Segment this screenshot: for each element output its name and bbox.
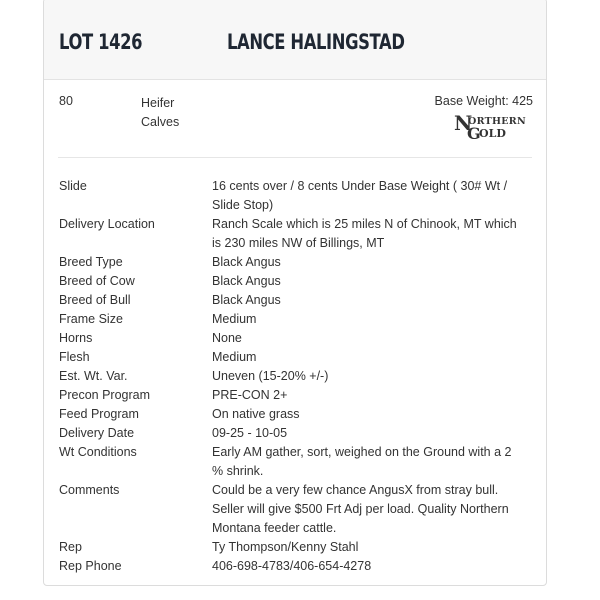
detail-value: On native grass [212, 407, 300, 421]
detail-row [44, 386, 546, 405]
detail-label: Rep Phone [59, 559, 122, 573]
detail-value: Medium [212, 350, 257, 364]
head-count: 80 [59, 94, 73, 108]
detail-label: Slide [59, 179, 87, 193]
detail-row [44, 253, 546, 272]
detail-row [44, 291, 546, 310]
detail-row [44, 405, 546, 424]
detail-label: Frame Size [59, 312, 123, 326]
northern-gold-logo [454, 112, 532, 140]
detail-label: Breed Type [59, 255, 123, 269]
detail-row [44, 348, 546, 367]
detail-label: Wt Conditions [59, 445, 137, 459]
cattle-description: Heifer Calves [141, 96, 180, 129]
detail-value: 406-698-4783/406-654-4278 [212, 559, 372, 573]
detail-label: Precon Program [59, 388, 151, 402]
section-divider [58, 157, 532, 158]
lot-summary [44, 79, 546, 157]
consignor-name: LANCE HALINGSTAD [227, 30, 405, 54]
detail-value: Ranch Scale which is 25 miles N of Chinook, MT which is 230 miles NW of Billings, MT [212, 217, 517, 250]
svg-text:ORTHERN: ORTHERN [468, 116, 526, 127]
detail-row [44, 557, 546, 576]
lot-details [44, 177, 546, 576]
detail-row [44, 481, 546, 538]
detail-label: Comments [59, 483, 120, 497]
detail-value: Early AM gather, sort, weighed on the Ground with a 2 % shrink. [212, 445, 512, 478]
detail-row [44, 272, 546, 291]
detail-value: Black Angus [212, 293, 281, 307]
detail-row [44, 215, 546, 253]
detail-label: Breed of Cow [59, 274, 135, 288]
detail-row [44, 367, 546, 386]
detail-value: PRE-CON 2+ [212, 388, 288, 402]
detail-label: Delivery Location [59, 217, 155, 231]
detail-value: 09-25 - 10-05 [212, 426, 288, 440]
detail-value: None [212, 331, 242, 345]
base-weight: Base Weight: 425 [434, 94, 533, 108]
detail-row [44, 177, 546, 215]
svg-text:G: G [467, 124, 481, 140]
lot-number: LOT 1426 [59, 30, 143, 54]
detail-row [44, 329, 546, 348]
detail-value: Ty Thompson/Kenny Stahl [212, 540, 359, 554]
detail-label: Feed Program [59, 407, 139, 421]
detail-value: Black Angus [212, 255, 281, 269]
svg-text:N: N [454, 112, 473, 135]
detail-label: Delivery Date [59, 426, 135, 440]
lot-card [43, 0, 547, 586]
detail-row [44, 443, 546, 481]
detail-value: 16 cents over / 8 cents Under Base Weight ( 30# Wt / Slide Stop) [212, 179, 508, 212]
detail-row [44, 424, 546, 443]
svg-text:OLD: OLD [479, 127, 506, 140]
detail-value: Medium [212, 312, 257, 326]
detail-value: Uneven (15-20% +/-) [212, 369, 329, 383]
detail-row [44, 538, 546, 557]
detail-label: Rep [59, 540, 82, 554]
detail-label: Est. Wt. Var. [59, 369, 128, 383]
detail-label: Breed of Bull [59, 293, 131, 307]
detail-label: Horns [59, 331, 93, 345]
detail-value: Could be a very few chance AngusX from stray bull. Seller will give $500 Frt Adj per load. Quality Northern Montana feeder cattle. [212, 483, 509, 535]
detail-value: Black Angus [212, 274, 281, 288]
lot-header [44, 0, 546, 80]
detail-row [44, 310, 546, 329]
detail-label: Flesh [59, 350, 90, 364]
